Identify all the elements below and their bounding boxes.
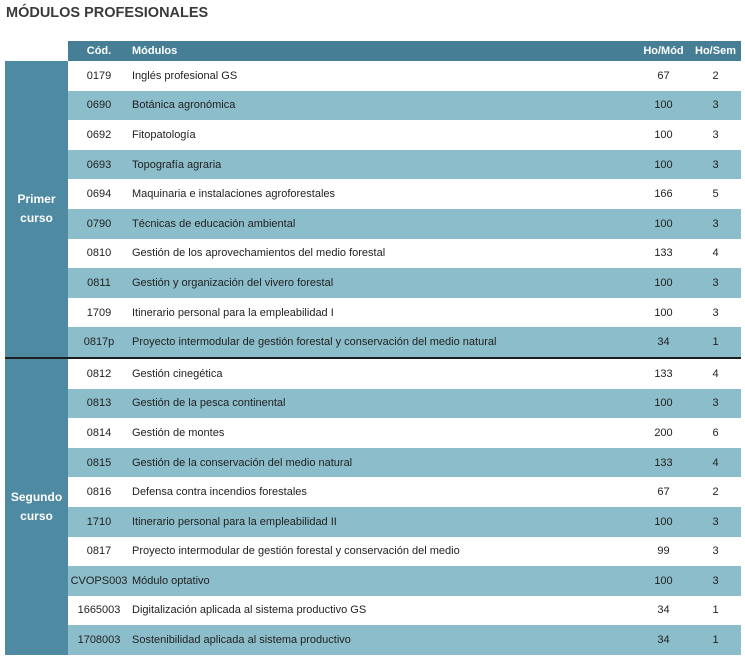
module-name: Módulo optativo xyxy=(130,566,637,596)
table-row xyxy=(5,477,741,507)
page-title: MÓDULOS PROFESIONALES xyxy=(6,5,209,21)
module-code: 0693 xyxy=(68,150,130,180)
hours-week: 1 xyxy=(690,327,741,358)
table-row xyxy=(5,179,741,209)
hours-module: 99 xyxy=(657,545,670,558)
hours-module: 100 xyxy=(654,128,673,141)
table-row xyxy=(5,566,741,596)
table-row xyxy=(5,625,741,655)
hours-module: 200 xyxy=(654,426,673,439)
hours-module: 34 xyxy=(657,604,670,617)
hours-module: 100 xyxy=(637,566,690,596)
hours-week: 2 xyxy=(712,486,719,499)
table-row xyxy=(5,239,741,269)
module-name: Digitalización aplicada al sistema productivo GS xyxy=(132,604,367,617)
header-hours-week: Ho/Sem xyxy=(690,41,741,61)
hours-week: 3 xyxy=(690,91,741,121)
module-code: 1708003 xyxy=(68,625,130,655)
module-name: Maquinaria e instalaciones agroforestales xyxy=(132,188,336,201)
hours-module: 100 xyxy=(637,507,690,537)
table-row xyxy=(5,448,741,478)
hours-week: 1 xyxy=(690,625,741,655)
hours-week: 3 xyxy=(712,545,719,558)
module-code: 0179 xyxy=(86,69,112,82)
module-name: Botánica agronómica xyxy=(130,91,637,121)
hours-module: 100 xyxy=(637,150,690,180)
table-row xyxy=(5,418,741,448)
table-row xyxy=(5,298,741,328)
hours-module: 133 xyxy=(637,448,690,478)
hours-week: 3 xyxy=(690,566,741,596)
module-name: Gestión de la conservación del medio natural xyxy=(130,448,637,478)
hours-module: 67 xyxy=(657,69,670,82)
module-name: Inglés profesional GS xyxy=(132,69,238,82)
module-code: 0817p xyxy=(68,327,130,358)
table-header-row xyxy=(5,41,741,61)
course-label: Segundo curso xyxy=(5,358,68,655)
hours-week: 3 xyxy=(712,128,719,141)
hours-week: 3 xyxy=(690,507,741,537)
table-row xyxy=(5,61,741,91)
header-code: Cód. xyxy=(68,41,130,61)
module-code: 0817 xyxy=(86,545,112,558)
hours-week: 3 xyxy=(712,306,719,319)
module-name: Gestión de la pesca continental xyxy=(130,389,637,419)
module-name: Fitopatología xyxy=(132,128,196,141)
hours-module: 100 xyxy=(637,209,690,239)
module-code: 0790 xyxy=(68,209,130,239)
module-name: Gestión y organización del vivero forestal xyxy=(130,268,637,298)
course-label: Primer curso xyxy=(5,61,68,358)
module-code: 0810 xyxy=(86,247,112,260)
module-name: Gestión de los aprovechamientos del medio forestal xyxy=(132,247,386,260)
module-code: 1709 xyxy=(86,306,112,319)
hours-week: 1 xyxy=(712,604,719,617)
module-code: 1665003 xyxy=(77,604,121,617)
module-name: Topografía agraria xyxy=(130,150,637,180)
module-code: CVOPS003 xyxy=(68,566,130,596)
module-code: 0812 xyxy=(68,358,130,389)
module-name: Técnicas de educación ambiental xyxy=(130,209,637,239)
table-row xyxy=(5,358,741,389)
hours-module: 34 xyxy=(637,327,690,358)
hours-week: 6 xyxy=(712,426,719,439)
hours-week: 3 xyxy=(690,389,741,419)
hours-module: 34 xyxy=(637,625,690,655)
module-name: Sostenibilidad aplicada al sistema productivo xyxy=(130,625,637,655)
hours-module: 100 xyxy=(637,268,690,298)
module-code: 0690 xyxy=(68,91,130,121)
hours-week: 5 xyxy=(712,188,719,201)
table-row xyxy=(5,150,741,180)
module-name: Gestión de montes xyxy=(132,426,225,439)
table-row xyxy=(5,209,741,239)
hours-module: 67 xyxy=(657,486,670,499)
module-name: Proyecto intermodular de gestión forestal y conservación del medio natural xyxy=(130,327,637,358)
table-row xyxy=(5,120,741,150)
module-name: Itinerario personal para la empleabilidad I xyxy=(132,306,334,319)
table-row xyxy=(5,537,741,567)
module-code: 0814 xyxy=(86,426,112,439)
module-name: Proyecto intermodular de gestión forestal y conservación del medio xyxy=(132,545,460,558)
table-row xyxy=(5,596,741,626)
module-name: Defensa contra incendios forestales xyxy=(132,486,307,499)
table-row xyxy=(5,268,741,298)
header-module: Módulos xyxy=(130,41,637,61)
module-name: Itinerario personal para la empleabilidad II xyxy=(130,507,637,537)
hours-week: 3 xyxy=(690,150,741,180)
hours-week: 4 xyxy=(690,358,741,389)
header-course-spacer xyxy=(5,41,68,61)
hours-week: 4 xyxy=(712,247,719,260)
module-code: 0816 xyxy=(86,486,112,499)
hours-week: 4 xyxy=(690,448,741,478)
hours-module: 100 xyxy=(637,389,690,419)
hours-module: 100 xyxy=(637,91,690,121)
module-name: Gestión cinegética xyxy=(130,358,637,389)
hours-module: 133 xyxy=(637,358,690,389)
hours-week: 3 xyxy=(690,268,741,298)
module-code: 0815 xyxy=(68,448,130,478)
hours-week: 2 xyxy=(712,69,719,82)
header-hours-module: Ho/Mód xyxy=(637,41,690,61)
module-code: 0813 xyxy=(68,389,130,419)
module-code: 0811 xyxy=(68,268,130,298)
module-code: 0692 xyxy=(86,128,112,141)
table-row xyxy=(5,91,741,121)
table-row xyxy=(5,389,741,419)
modules-table xyxy=(5,41,741,655)
module-code: 1710 xyxy=(68,507,130,537)
module-code: 0694 xyxy=(86,188,112,201)
hours-module: 133 xyxy=(654,247,673,260)
hours-module: 166 xyxy=(654,188,673,201)
hours-module: 100 xyxy=(654,306,673,319)
hours-week: 3 xyxy=(690,209,741,239)
table-row xyxy=(5,327,741,358)
table-row xyxy=(5,507,741,537)
